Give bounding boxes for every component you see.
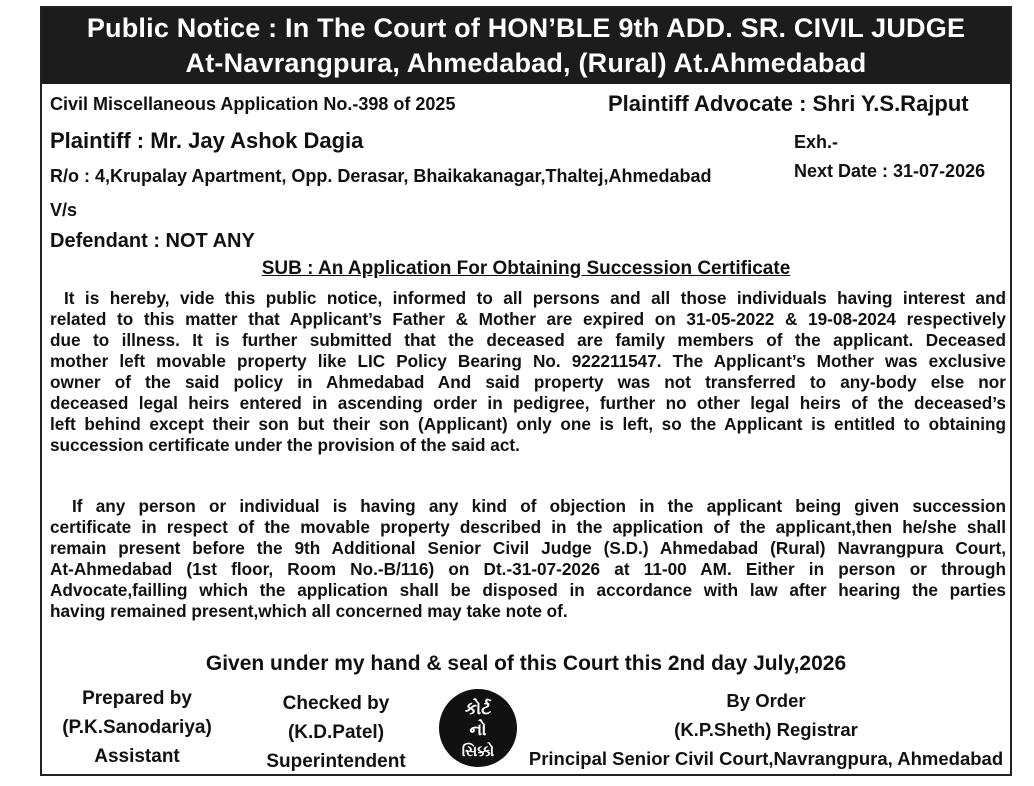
paragraph-1-line: deceased legal heirs entered in ascending order in pedigree, further no other legal heirs of the deceased’s — [50, 393, 1006, 413]
paragraph-2-line: Advocate,failling which the application shall be disposed in accordance with law after hearing the parties — [50, 580, 1006, 600]
paragraph-1 — [50, 288, 1006, 456]
registrar-name: (K.P.Sheth) Registrar — [674, 719, 858, 740]
given-under-seal: Given under my hand & seal of this Court this 2nd day July,2026 — [205, 652, 847, 675]
checked-by-signature — [248, 689, 424, 776]
paragraph-2-line: having remained present,which all concerned may take note of. — [50, 601, 568, 621]
header-line-2: At-Navrangpura, Ahmedabad, (Rural) At.Ahmedabad — [185, 48, 867, 78]
prepared-by-signature — [52, 684, 222, 771]
paragraph-1-line: It is hereby, vide this public notice, informed to all persons and all those individuals having interest and — [64, 288, 1006, 308]
seal-text-line-2: નો — [469, 720, 487, 740]
paragraph-2-line: At-Ahmedabad (1st floor, Room No.-B/116) on Dt.-31-07-2026 at 11-00 AM. Either in person or through — [50, 559, 1006, 579]
prepared-by-label: Prepared by — [82, 688, 192, 709]
plaintiff-advocate: Plaintiff Advocate : Shri Y.S.Rajput — [608, 91, 969, 116]
application-number: Civil Miscellaneous Application No.-398 of 2025 — [50, 94, 456, 114]
court-name: Principal Senior Civil Court,Navrangpura, Ahmedabad — [528, 748, 1004, 769]
defendant: Defendant : NOT ANY — [50, 230, 255, 252]
checked-by-label: Checked by — [282, 693, 390, 714]
paragraph-2 — [50, 496, 1006, 622]
checked-by-name: (K.D.Patel) — [287, 722, 385, 743]
paragraph-1-line: succession certificate under the provision of the said act. — [50, 435, 520, 455]
notice-header — [42, 8, 1010, 84]
public-notice — [40, 6, 1012, 776]
by-order-label: By Order — [726, 690, 806, 711]
plaintiff-name: Plaintiff : Mr. Jay Ashok Dagia — [50, 128, 364, 153]
subject-line: SUB : An Application For Obtaining Succession Certificate — [261, 258, 791, 279]
seal-text-line-1: કોર્ટ — [464, 699, 492, 719]
paragraph-2-line: remain present before the 9th Additional Senior Civil Judge (S.D.) Ahmedabad (Rural) Navrangpura Court, — [50, 538, 1006, 558]
prepared-by-designation: Assistant — [94, 746, 180, 767]
court-seal-icon — [438, 688, 518, 768]
header-line-1: Public Notice : In The Court of HON’BLE 9th ADD. SR. CIVIL JUDGE — [86, 13, 966, 43]
plaintiff-residence: R/o : 4,Krupalay Apartment, Opp. Derasar, Bhaikakanagar,Thaltej,Ahmedabad — [50, 166, 712, 186]
by-order-signature — [526, 686, 1006, 773]
checked-by-designation: Superintendent — [266, 751, 406, 772]
paragraph-1-line: mother left movable property like LIC Policy Bearing No. 922211547. The Applicant’s Mother was exclusive — [50, 351, 1006, 371]
paragraph-1-line: left behind except their son but their son (Applicant) only one is left, so the Applicant is entitled to obtaining — [50, 414, 1006, 434]
paragraph-1-line: due to illness. It is further submitted that the deceased are family members of the applicant. Deceased — [50, 330, 1006, 350]
paragraph-2-line: certificate in respect of the movable property described in the application of the applicant,then he/she shall — [50, 517, 1006, 537]
paragraph-1-line: related to this matter that Applicant’s Father & Mother are expired on 31-05-2022 & 19-08-2024 respectively — [50, 309, 1006, 329]
next-date: Next Date : 31-07-2026 — [794, 161, 986, 181]
prepared-by-name: (P.K.Sanodariya) — [62, 717, 212, 738]
paragraph-1-line: owner of the said policy in Ahmedabad And said property was not transferred to any-body else nor — [50, 372, 1006, 392]
paragraph-2-line: If any person or individual is having any kind of objection in the applicant being given succession — [72, 496, 1006, 516]
exhibit-number: Exh.- — [794, 132, 839, 152]
seal-text-line-3: સિક્કો — [461, 742, 495, 760]
versus: V/s — [50, 200, 78, 220]
